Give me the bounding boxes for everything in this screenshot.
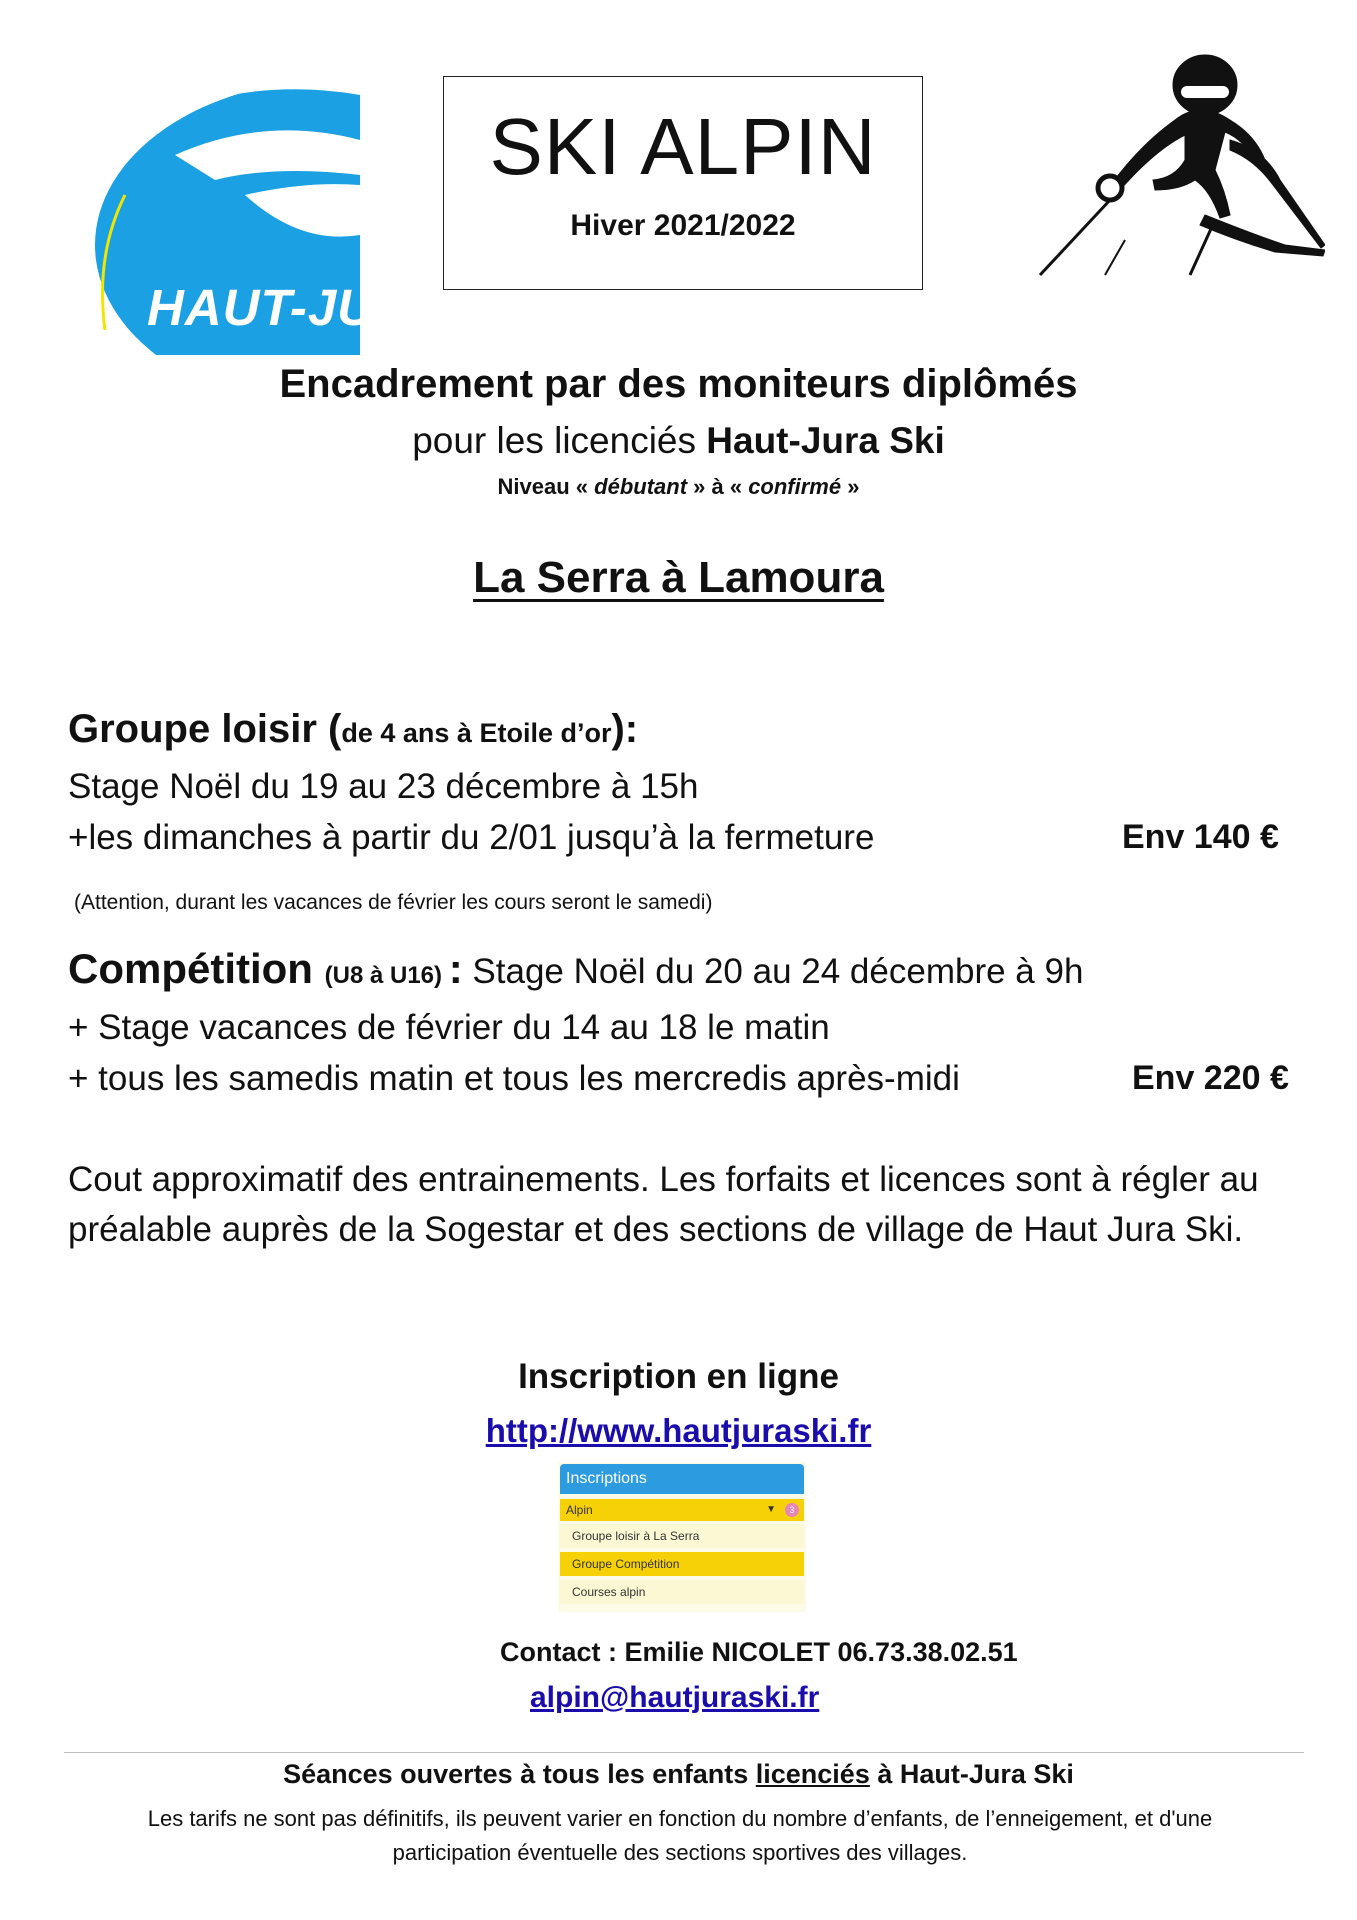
groupe-loisir-note: (Attention, durant les vacances de février les cours seront le samedi) — [74, 891, 713, 914]
footer-underlined: licenciés — [755, 1759, 870, 1789]
groupe-loisir-label: Groupe loisir — [68, 707, 329, 751]
licensee-line — [0, 420, 1357, 462]
licensee-prefix: pour les licenciés — [412, 420, 707, 461]
level-to: confirmé — [748, 474, 842, 499]
level-mid: » à « — [687, 474, 749, 499]
competition-ages: (U8 à U16) — [324, 962, 449, 989]
inscription-link[interactable]: http://www.hautjuraski.fr — [485, 1412, 872, 1449]
skier-illustration — [1025, 40, 1325, 290]
chevron-down-icon: ▼ — [766, 1504, 776, 1515]
footer-prefix: Séances ouvertes à tous les enfants — [283, 1759, 756, 1789]
footer-line-2: Les tarifs ne sont pas définitifs, ils peuvent varier en fonction du nombre d’enfants, de l’enneigement, et d'une participation éventuelle des sections sportives des villages. — [147, 1806, 1213, 1865]
club-name: Haut-Jura Ski — [706, 420, 945, 461]
inscriptions-menu-screenshot — [558, 1462, 806, 1612]
footer-line-1 — [0, 1759, 1357, 1790]
contact-line: Contact : Emilie NICOLET 06.73.38.02.51 — [500, 1637, 1018, 1667]
menu-selected — [560, 1499, 804, 1521]
season-label: Hiver 2021/2022 — [570, 209, 796, 242]
competition-label: Compétition — [68, 945, 325, 992]
menu-header: Inscriptions — [560, 1464, 804, 1494]
paren-open: ( — [328, 707, 342, 751]
competition-line-1: + Stage vacances de février du 14 au 18 le matin — [68, 1008, 830, 1047]
inscription-title: Inscription en ligne — [518, 1357, 839, 1396]
level-suffix: » — [841, 474, 860, 499]
groupe-loisir-title — [68, 707, 638, 752]
level-line — [0, 474, 1357, 500]
groupe-loisir-price: Env 140 € — [1122, 818, 1279, 856]
location-heading — [0, 553, 1357, 603]
page-title: SKI ALPIN — [489, 102, 877, 191]
level-from: débutant — [594, 474, 688, 499]
competition-price: Env 220 € — [1132, 1059, 1289, 1097]
level-prefix: Niveau « — [497, 474, 595, 499]
menu-item: Groupe Compétition — [560, 1552, 804, 1576]
groupe-loisir-line-2: +les dimanches à partir du 2/01 jusqu’à la fermeture — [68, 818, 875, 857]
contact-email-link[interactable]: alpin@hautjuraski.fr — [530, 1681, 820, 1714]
menu-item: Courses alpin — [560, 1580, 804, 1604]
footer-suffix: à Haut-Jura Ski — [869, 1759, 1074, 1789]
groupe-loisir-line-1: Stage Noël du 19 au 23 décembre à 15h — [68, 767, 699, 806]
count-badge: 3 — [785, 1503, 799, 1517]
groupe-loisir-ages: de 4 ans à Etoile d’or — [341, 718, 612, 748]
inscription-link-row — [0, 1412, 1357, 1450]
logo-text: HAUT-JU — [147, 279, 376, 336]
paren-close: ): — [611, 707, 639, 751]
competition-line-0: Stage Noël du 20 au 24 décembre à 9h — [462, 952, 1084, 991]
menu-selected-label: Alpin — [566, 1503, 593, 1517]
coaching-heading: Encadrement par des moniteurs diplômés — [279, 362, 1078, 406]
footer-divider — [64, 1752, 1304, 1753]
competition-line-2: + tous les samedis matin et tous les mercredis après-midi — [68, 1059, 960, 1098]
location-text: La Serra à Lamoura — [473, 553, 884, 602]
menu-item: Groupe loisir à La Serra — [560, 1524, 804, 1548]
competition-title — [68, 945, 1083, 993]
competition-colon: : — [448, 945, 463, 992]
cost-paragraph: Cout approximatif des entrainements. Les forfaits et licences sont à régler au préalable auprès de la Sogestar et des sections de village de Haut Jura Ski. — [68, 1160, 1259, 1249]
title-box — [443, 76, 923, 290]
